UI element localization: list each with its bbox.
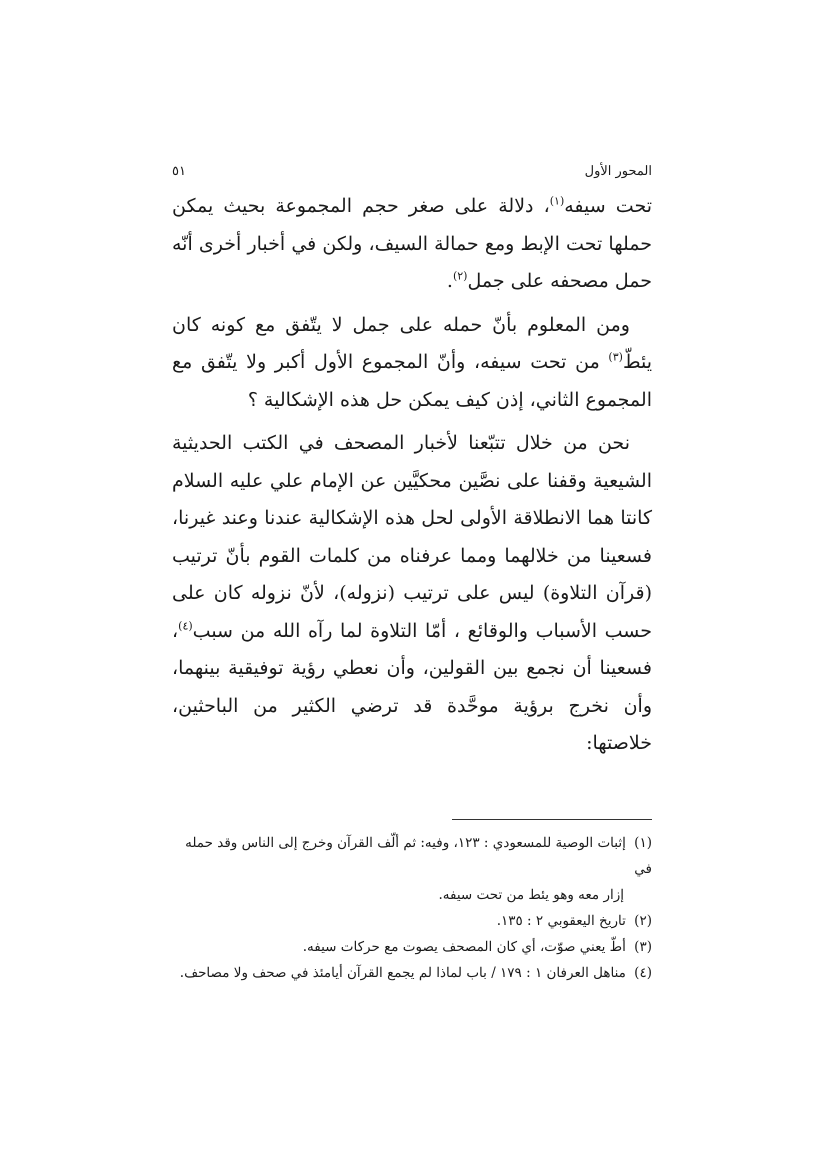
- body-text: [172, 188, 652, 763]
- footnote-reference: (٢): [452, 269, 468, 283]
- footnote-text: إثبات الوصية للمسعودي : ١٢٣، وفيه: ثم ألّف القرآن وخرج إلى الناس وقد حمله في: [185, 834, 652, 877]
- paragraph: [172, 307, 652, 420]
- text-run: ، دلالة على صغر حجم المجموعة بحيث يمكن حملها تحت الإبط ومع حمالة السيف، ولكن في أخبار أخرى أنّه حمل مصحفه على جمل: [172, 195, 652, 292]
- text-run: من تحت سيفه، وأنّ المجموع الأول أكبر ولا يتّفق مع المجموع الثاني، إذن كيف يمكن حل هذه الإشكالية ؟: [172, 351, 652, 411]
- running-header: [172, 160, 652, 188]
- footnote-text: تاريخ اليعقوبي ٢ : ١٣٥.: [496, 912, 626, 929]
- footnote-number: (١): [634, 834, 652, 851]
- chapter-title: المحور الأول: [584, 164, 652, 179]
- footnote-reference: (١): [549, 194, 565, 208]
- text-run: ، فسعينا أن نجمع بين القولين، وأن نعطي رؤية توفيقية بينهما، وأن نخرج برؤية موحَّدة قد ترضي الكثير من الباحثين، خلاصتها:: [172, 619, 652, 754]
- footnote: [172, 830, 652, 908]
- footnote-number: (٢): [634, 912, 652, 929]
- footnotes-list: [172, 830, 652, 986]
- footnote-reference: (٣): [608, 350, 623, 364]
- footnote-divider: [452, 819, 652, 820]
- page-number: ٥١: [172, 164, 186, 179]
- footnote-number: (٤): [634, 964, 652, 981]
- paragraph: [172, 188, 652, 301]
- footnote-number: (٣): [634, 938, 652, 955]
- paragraph: [172, 425, 652, 763]
- footnote: [172, 960, 652, 986]
- text-run: .: [446, 270, 453, 292]
- footnote: [172, 908, 652, 934]
- book-page: [172, 160, 652, 986]
- footnote-reference: (٤): [178, 619, 193, 633]
- footnote-text: أطّ يعني صوّت، أي كان المصحف يصوت مع حركات سيفه.: [302, 938, 626, 955]
- text-run: ومن المعلوم بأنّ حمله على جمل لا يتّفق مع كونه كان يئطّ: [172, 313, 652, 373]
- text-run: نحن من خلال تتبّعنا لأخبار المصحف في الكتب الحديثية الشيعية وقفنا على نصَّين محكيَّين عن الإمام علي عليه السلام كانتا هما الانطلاقة الأولى لحل هذه الإشكالية عندنا وعند غيرنا، فسعينا من خلالهما ومما عرفناه من كلمات القوم بأنّ ترتيب (قرآن التلاوة) ليس على ترتيب (نزوله)، لأنّ نزوله كان على حسب الأسباب والوقائع ، أمّا التلاوة لما رآه الله من سبب: [172, 432, 652, 642]
- footnote-text: مناهل العرفان ١ : ١٧٩ / باب لماذا لم يجمع القرآن أيامئذ في صحف ولا مصاحف.: [179, 964, 626, 981]
- footnote-continuation: إزار معه وهو يئط من تحت سيفه.: [438, 886, 624, 903]
- footnote: [172, 934, 652, 960]
- text-run: تحت سيفه: [564, 195, 652, 217]
